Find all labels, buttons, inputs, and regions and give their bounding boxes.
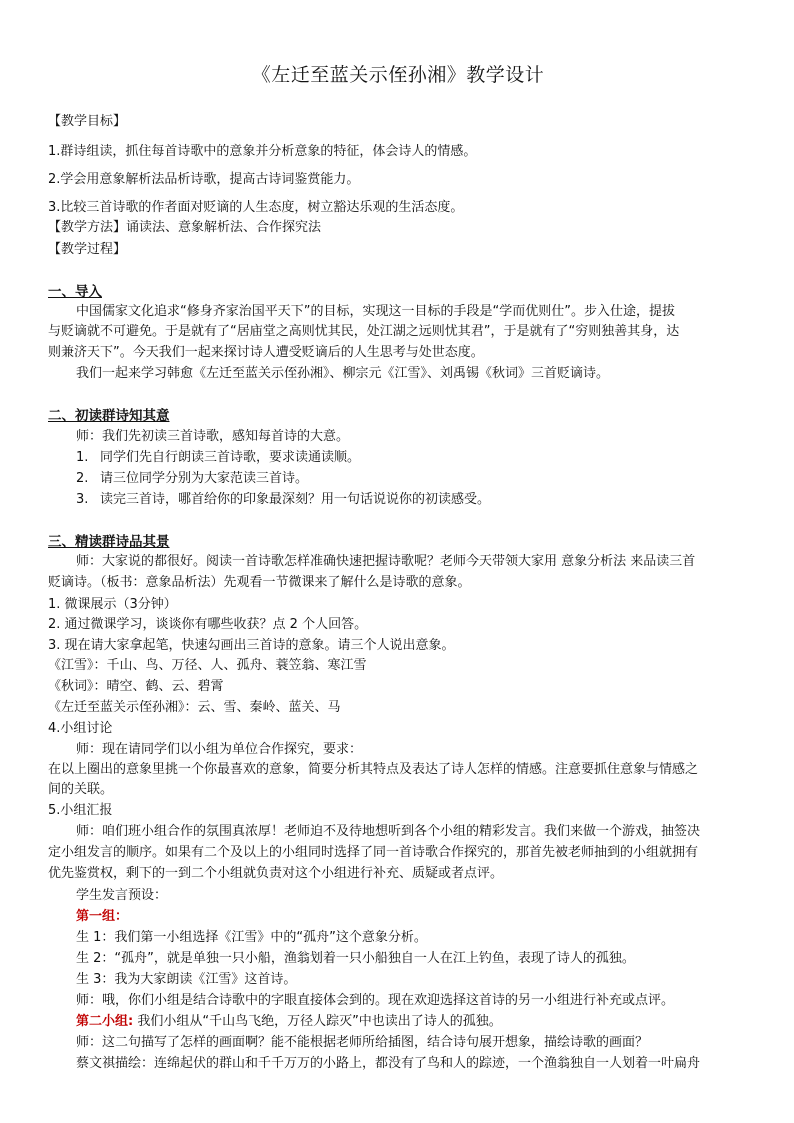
paragraph-line: 贬谪诗。（板书：意象品析法）先观看一节微课来了解什么是诗歌的意象。	[48, 575, 471, 590]
imagery-line: 《左迁至蓝关示侄孙湘》：云、雪、秦岭、蓝关、马	[48, 700, 341, 715]
list-item	[76, 490, 490, 510]
dialogue-line	[76, 1012, 502, 1032]
section-heading: 二、初读群诗知其意	[48, 408, 170, 424]
paragraph-line: 中国儒家文化追求“修身齐家治国平天下”的目标，实现这一目标的手段是“学而优则仕”。步入仕途，提拔	[76, 304, 675, 319]
list-item	[76, 448, 360, 468]
dialogue-line: 师：哦，你们小组是结合诗歌中的字眼直接体会到的。现在欢迎选择这首诗的另一小组进行补充或点评。	[76, 993, 675, 1008]
paragraph-line: 间的关联。	[48, 782, 114, 797]
paragraph-line: 与贬谪就不可避免。于是就有了“居庙堂之高则忧其民，处江湖之远则忧其君”，于是就有了“穷则独善其身，达	[48, 324, 680, 339]
paragraph-line: 师：大家说的都很好。阅读一首诗歌怎样准确快速把握诗歌呢？老师今天带领大家用 意象分析法 来品读三首	[76, 554, 696, 569]
paragraph-line: 优先鉴赏权，剩下的一到二个小组就负责对这个小组进行补充、质疑或者点评。	[48, 866, 504, 881]
dialogue-line: 师：这二句描写了怎样的画面啊？能不能根据老师所给插图，结合诗句展开想象，描绘诗歌的画面？	[76, 1035, 649, 1050]
list-number: 2.	[76, 471, 89, 486]
dialogue-line: 生 2：“孤舟”，就是单独一只小船，渔翁划着一只小船独自一人在江上钓鱼，表现了诗人的孤独。	[76, 951, 635, 966]
step-heading: 5.小组汇报	[48, 803, 113, 818]
section-heading: 三、精读群诗品其景	[48, 534, 170, 550]
goal-item: 3.比较三首诗歌的作者面对贬谪的人生态度，树立豁达乐观的生活态度。	[48, 200, 464, 215]
list-item: 3. 现在请大家拿起笔，快速勾画出三首诗的意象。请三个人说出意象。	[48, 638, 455, 653]
methods-line: 【教学方法】诵读法、意象解析法、合作探究法	[48, 220, 322, 235]
step-heading: 4.小组讨论	[48, 721, 113, 736]
paragraph-line: 则兼济天下”。今天我们一起来探讨诗人遭受贬谪后的人生思考与处世态度。	[48, 345, 484, 360]
page-title: 《左迁至蓝关示侄孙湘》教学设计	[251, 64, 545, 86]
list-number: 1.	[76, 450, 89, 465]
dialogue-line: 生 1：我们第一小组选择《江雪》中的“孤舟”这个意象分析。	[76, 930, 427, 945]
paragraph-line: 师：咱们班小组合作的氛围真浓厚！老师迫不及待地想听到各个小组的精彩发言。我们来做一个游戏，抽签决	[76, 824, 701, 839]
group-label: 第二小组:	[76, 1014, 134, 1029]
paragraph-line: 定小组发言的顺序。如果有二个及以上的小组同时选择了同一首诗歌合作探究的，那首先被老师抽到的小组就拥有	[48, 845, 699, 860]
list-text: 读完三首诗，哪首给你的印象最深刻？用一句话说说你的初读感受。	[100, 492, 491, 507]
dialogue-line: 生 3：我为大家朗读《江雪》这首诗。	[76, 972, 297, 987]
goals-heading: 【教学目标】	[48, 114, 127, 129]
dialogue-line: 蔡文祺描绘：连绵起伏的群山和千千万万的小路上，都没有了鸟和人的踪迹，一个渔翁独自一人划着一叶扁舟	[76, 1056, 701, 1071]
paragraph-line: 师：我们先初读三首诗歌，感知每首诗的大意。	[76, 429, 350, 444]
list-item	[76, 469, 308, 489]
list-item: 2. 通过微课学习，谈谈你有哪些收获？点 2 个人回答。	[48, 617, 368, 632]
process-heading: 【教学过程】	[48, 242, 127, 257]
list-text: 同学们先自行朗读三首诗歌，要求读通读顺。	[100, 450, 361, 465]
paragraph-line: 师：现在请同学们以小组为单位合作探究，要求：	[76, 742, 363, 757]
paragraph-line: 我们一起来学习韩愈《左迁至蓝关示侄孙湘》、柳宗元《江雪》、刘禹锡《秋词》三首贬谪诗。	[76, 366, 610, 381]
paragraph-line: 学生发言预设：	[76, 888, 168, 903]
dialogue-text: 我们小组从“千山鸟飞绝，万径人踪灭”中也读出了诗人的孤独。	[133, 1014, 502, 1029]
goal-item: 1.群诗组读，抓住每首诗歌中的意象并分析意象的特征，体会诗人的情感。	[48, 144, 477, 159]
group-label: 第一组：	[76, 909, 129, 924]
list-text: 请三位同学分别为大家范读三首诗。	[100, 471, 309, 486]
section-heading: 一、导入	[48, 284, 102, 300]
imagery-line: 《秋词》：晴空、鹤、云、碧霄	[48, 679, 224, 694]
paragraph-line: 在以上圈出的意象里挑一个你最喜欢的意象，简要分析其特点及表达了诗人怎样的情感。注意要抓住意象与情感之	[48, 762, 699, 777]
imagery-line: 《江雪》：千山、鸟、万径、人、孤舟、蓑笠翁、寒江雪	[48, 658, 367, 673]
list-number: 3.	[76, 492, 89, 507]
goal-item: 2.学会用意象解析法品析诗歌，提高古诗词鉴赏能力。	[48, 172, 360, 187]
list-item: 1. 微课展示（3分钟）	[48, 597, 177, 612]
